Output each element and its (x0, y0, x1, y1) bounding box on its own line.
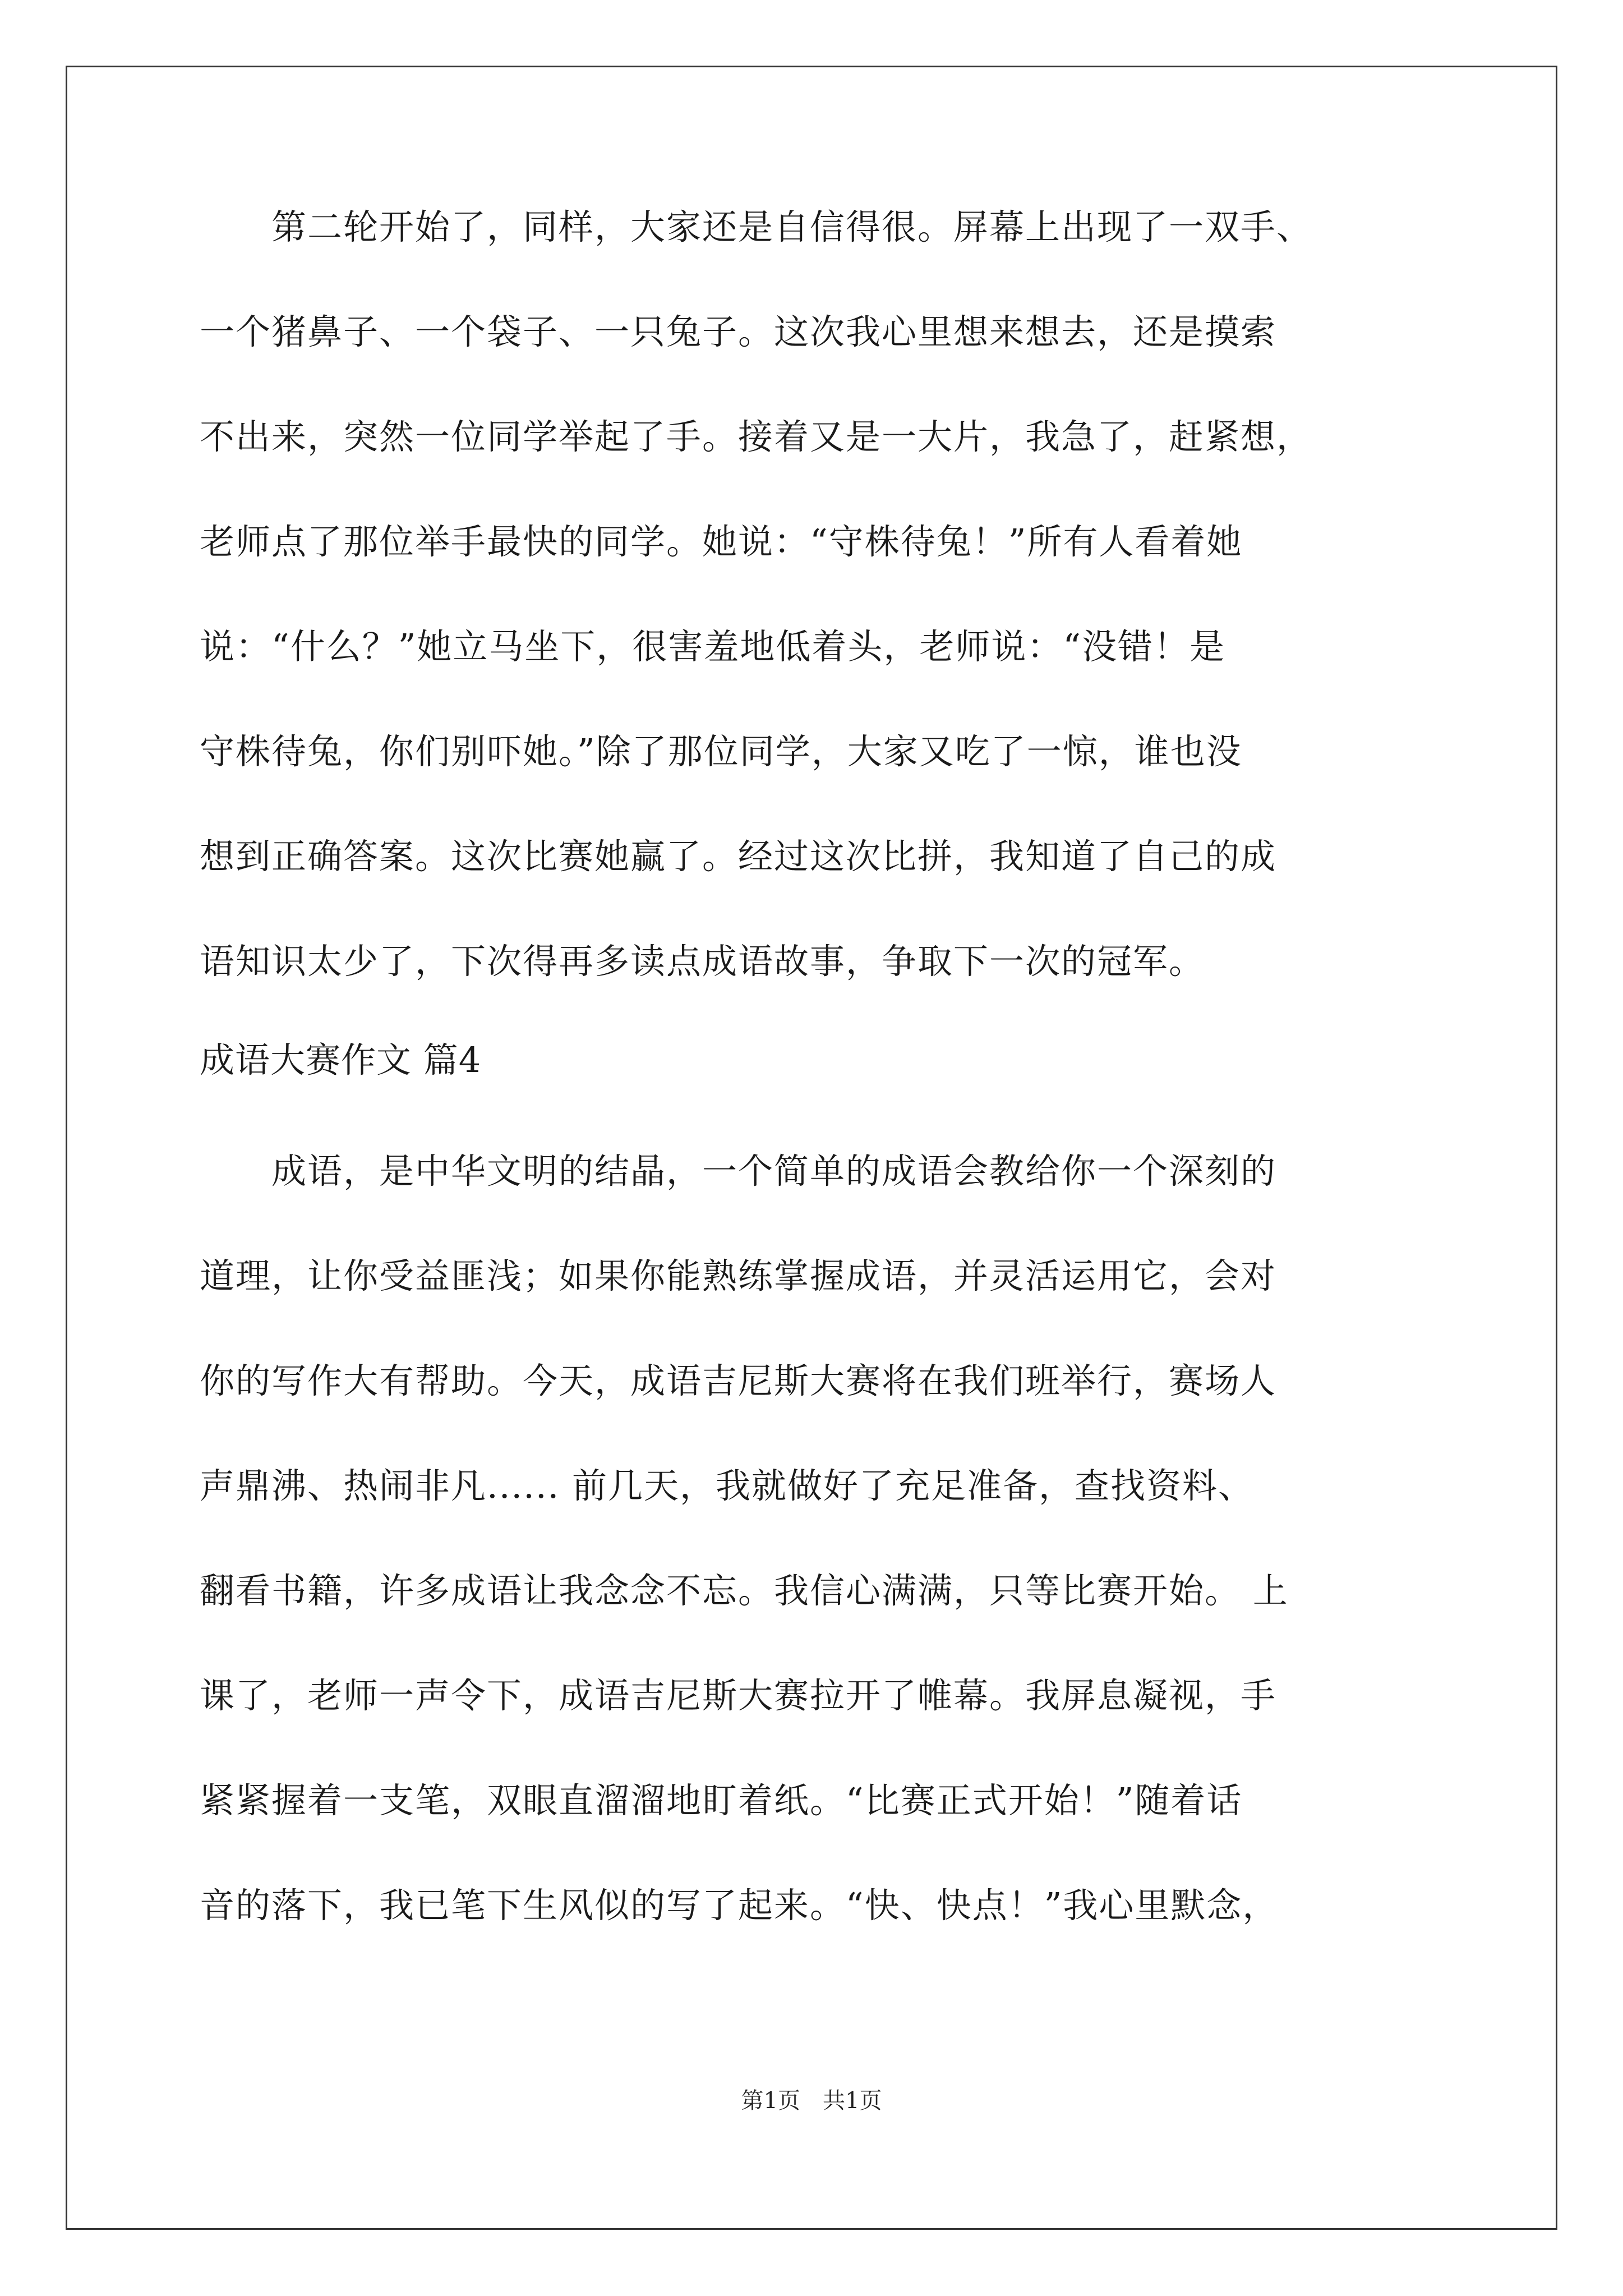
page-footer: 第1页 共1页 (741, 2088, 882, 2114)
text-line: 课了，老师一声令下，成语吉尼斯大赛拉开了帷幕。我屏息凝视，手 (200, 1675, 1277, 1716)
text-line: 翻看书籍，许多成语让我念念不忘。我信心满满，只等比赛开始。 上 (200, 1570, 1289, 1611)
text-line: 说：“什么？”她立马坐下，很害羞地低着头，老师说：“没错！是 (200, 626, 1226, 667)
text-line: 语知识太少了，下次得再多读点成语故事，争取下一次的冠军。 (200, 941, 1205, 982)
text-line: 一个猪鼻子、一个袋子、一只兔子。这次我心里想来想去，还是摸索 (200, 311, 1277, 352)
text-line: 你的写作大有帮助。今天，成语吉尼斯大赛将在我们班举行，赛场人 (200, 1360, 1277, 1401)
text-line: 老师点了那位举手最快的同学。她说：“守株待兔！”所有人看着她 (200, 521, 1243, 562)
text-line: 成语，是中华文明的结晶，一个简单的成语会教给你一个深刻的 (200, 1151, 1277, 1191)
text-line: 音的落下，我已笔下生风似的写了起来。“快、快点！”我心里默念， (200, 1885, 1279, 1926)
text-line: 想到正确答案。这次比赛她赢了。经过这次比拼，我知道了自己的成 (200, 836, 1277, 877)
text-line: 第二轮开始了，同样，大家还是自信得很。屏幕上出现了一双手、 (200, 206, 1313, 247)
section-heading: 成语大赛作文 篇4 (200, 1039, 482, 1080)
text-line: 声鼎沸、热闹非凡...... 前几天，我就做好了充足准备，查找资料、 (200, 1465, 1254, 1506)
text-line: 道理，让你受益匪浅；如果你能熟练掌握成语，并灵活运用它，会对 (200, 1255, 1277, 1296)
text-line: 紧紧握着一支笔，双眼直溜溜地盯着纸。“比赛正式开始！”随着话 (200, 1780, 1243, 1821)
text-line: 不出来，突然一位同学举起了手。接着又是一大片，我急了，赶紧想， (200, 416, 1313, 457)
text-line: 守株待兔，你们别吓她。”除了那位同学，大家又吃了一惊，谁也没 (200, 731, 1242, 772)
